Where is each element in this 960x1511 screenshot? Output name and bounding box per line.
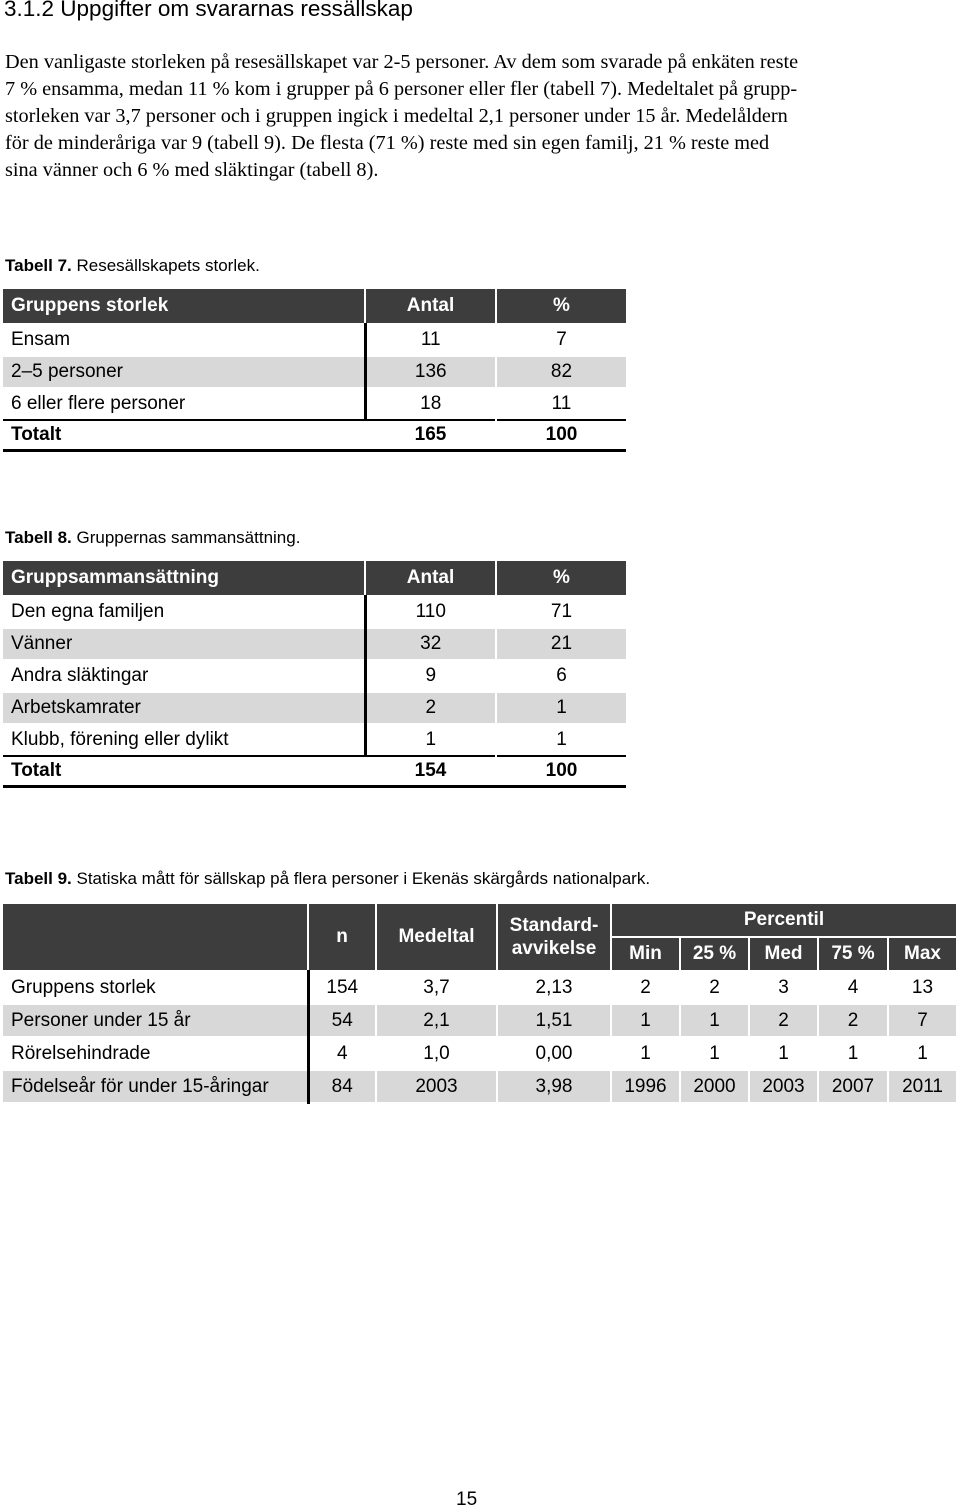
table9-header-max: Max (888, 937, 957, 971)
row-label: Rörelsehindrade (3, 1037, 308, 1070)
cell-p75: 2 (818, 1004, 888, 1037)
row-count: 1 (365, 724, 496, 756)
cell-p75: 1 (818, 1037, 888, 1070)
cell-std: 0,00 (497, 1037, 611, 1070)
row-percent: 21 (496, 628, 626, 660)
body-paragraph (5, 49, 935, 184)
cell-p25: 2000 (680, 1070, 749, 1103)
cell-max: 1 (888, 1037, 957, 1070)
cell-n: 154 (308, 971, 376, 1004)
row-count: 136 (365, 356, 496, 388)
cell-min: 1996 (611, 1070, 680, 1103)
table9 (3, 902, 958, 1104)
cell-min: 1 (611, 1004, 680, 1037)
table-row (3, 1004, 957, 1037)
table-row (3, 628, 626, 660)
cell-min: 2 (611, 971, 680, 1004)
table7-header-row (3, 289, 626, 324)
table-row (3, 596, 626, 628)
table8-header-percent: % (496, 561, 626, 596)
cell-med: 2003 (749, 1070, 818, 1103)
cell-std: 1,51 (497, 1004, 611, 1037)
cell-p25: 1 (680, 1037, 749, 1070)
total-label: Totalt (3, 420, 365, 451)
table9-caption-text: Statiska mått för sällskap på flera personer i Ekenäs skärgårds nationalpark. (71, 869, 651, 888)
row-count: 110 (365, 596, 496, 628)
row-count: 32 (365, 628, 496, 660)
row-percent: 11 (551, 393, 572, 414)
row-label: Ensam (3, 324, 365, 356)
total-count: 165 (365, 420, 496, 451)
table-row (3, 660, 626, 692)
row-label: Den egna familjen (3, 596, 365, 628)
table7-header-percent: % (496, 289, 626, 324)
total-percent: 100 (496, 420, 626, 451)
row-percent: 1 (496, 692, 626, 724)
paragraph-line: för de minderåriga var 9 (tabell 9). De flesta (71 %) reste med sin egen familj, 21 % reste med (5, 132, 770, 154)
row-label: Arbetskamrater (3, 692, 365, 724)
table9-header-std (497, 903, 611, 971)
table8-caption-text: Gruppernas sammansättning. (71, 528, 301, 547)
row-label: Gruppens storlek (3, 971, 308, 1004)
table8-header-row (3, 561, 626, 596)
cell-n: 54 (308, 1004, 376, 1037)
paragraph-line: sina vänner och 6 % med släktingar (tabell 8). (5, 159, 379, 181)
page-number: 15 (456, 1489, 478, 1510)
total-percent: 100 (496, 756, 626, 787)
table9-header-min: Min (611, 937, 680, 971)
cell-n: 4 (308, 1037, 376, 1070)
paragraph-line: Den vanligaste storleken på resesällskapet var 2-5 personer. Av dem som svarade på enkäten reste (5, 51, 799, 73)
row-percent: 71 (496, 596, 626, 628)
cell-p75: 2007 (818, 1070, 888, 1103)
table9-header-blank (3, 903, 308, 971)
table7-header-group-size: Gruppens storlek (3, 289, 365, 324)
cell-max: 7 (888, 1004, 957, 1037)
cell-std: 3,98 (497, 1070, 611, 1103)
cell-med: 1 (749, 1037, 818, 1070)
row-label: Födelseår för under 15-åringar (3, 1070, 308, 1103)
table7-total-row (3, 420, 626, 451)
cell-mean: 2003 (376, 1070, 497, 1103)
row-label: Vänner (3, 628, 365, 660)
table9-header-percentil: Percentil (611, 903, 957, 937)
table-row (3, 356, 626, 388)
table7-caption-text: Resesällskapets storlek. (71, 256, 260, 275)
table-row (3, 1037, 957, 1070)
row-count: 9 (365, 660, 496, 692)
row-percent: 6 (496, 660, 626, 692)
cell-max: 13 (888, 971, 957, 1004)
row-label: Andra släktingar (3, 660, 365, 692)
total-count: 154 (365, 756, 496, 787)
section-heading: 3.1.2 Uppgifter om svararnas ressällskap (4, 0, 413, 21)
row-count: 2 (365, 692, 496, 724)
table-row (3, 724, 626, 756)
table7 (3, 289, 626, 452)
cell-n: 84 (308, 1070, 376, 1103)
row-label: 6 eller flere personer (3, 388, 365, 420)
table8-header-count: Antal (365, 561, 496, 596)
row-percent: 7 (496, 324, 626, 356)
paragraph-line: 7 % ensamma, medan 11 % kom i grupper på 6 personer eller fler (tabell 7). Medeltalet på grupp- (5, 78, 798, 100)
table-row (3, 324, 626, 356)
table9-header-mean: Medeltal (376, 903, 497, 971)
table9-caption (5, 869, 650, 889)
cell-std: 2,13 (497, 971, 611, 1004)
cell-p25: 2 (680, 971, 749, 1004)
table8-caption-label: Tabell 8. (5, 528, 72, 547)
cell-p75: 4 (818, 971, 888, 1004)
paragraph-line: storleken var 3,7 personer och i gruppen ingick i medeltal 2,1 personer under 15 år. Medelåldern (5, 105, 788, 127)
table-row (3, 388, 626, 420)
table9-header-p25: 25 % (680, 937, 749, 971)
cell-mean: 1,0 (376, 1037, 497, 1070)
row-label: Personer under 15 år (3, 1004, 308, 1037)
table-row (3, 692, 626, 724)
table7-header-count: Antal (365, 289, 496, 324)
table8 (3, 561, 626, 788)
row-percent: 82 (496, 356, 626, 388)
table9-header-p75: 75 % (818, 937, 888, 971)
cell-p25: 1 (680, 1004, 749, 1037)
table7-caption (5, 256, 260, 276)
row-label: Klubb, förening eller dylikt (3, 724, 365, 756)
row-label: 2–5 personer (3, 356, 365, 388)
table9-header-n: n (308, 903, 376, 971)
table9-header-std-line2: avvikelse (511, 938, 597, 959)
cell-max: 2011 (888, 1070, 957, 1103)
table8-caption (5, 528, 300, 548)
table8-header-composition: Gruppsammansättning (3, 561, 365, 596)
table-row (3, 971, 957, 1004)
table9-caption-label: Tabell 9. (5, 869, 72, 888)
row-count: 18 (365, 388, 496, 420)
table9-header-row-1 (3, 903, 957, 937)
table-row (3, 1070, 957, 1103)
table9-header-med: Med (749, 937, 818, 971)
cell-mean: 2,1 (376, 1004, 497, 1037)
row-percent: 1 (556, 729, 567, 750)
table9-header-std-line1: Standard- (509, 915, 599, 936)
cell-med: 2 (749, 1004, 818, 1037)
table7-caption-label: Tabell 7. (5, 256, 72, 275)
cell-med: 3 (749, 971, 818, 1004)
cell-mean: 3,7 (376, 971, 497, 1004)
table8-total-row (3, 756, 626, 787)
row-count: 11 (365, 324, 496, 356)
cell-min: 1 (611, 1037, 680, 1070)
total-label: Totalt (3, 756, 365, 787)
